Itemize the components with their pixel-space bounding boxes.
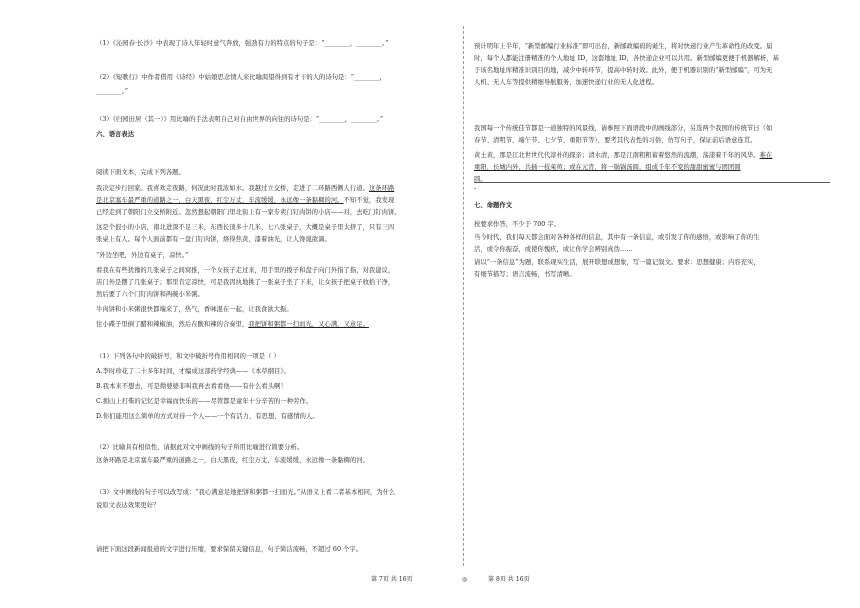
section-6-heading: 六、语言表达 bbox=[96, 131, 135, 138]
festival-question-cont: 春节、清明节、端午节、七夕节、重阳节等），要考其代表性的习俗，仿写句子，保证前后语意连贯。 bbox=[474, 137, 757, 144]
passage-line: 店门外是摆了几张桌子；那里肯定凉快，可是我因执地挑了一张桌子坐了下来，让女孩子把桌子收拾干净， bbox=[96, 279, 395, 286]
passage-line: 是北京塞车最严重的道路之一，白天黑夜，红尘万丈，车流缓缓，永远像一条黏稠的河。不知不觉，我发现 bbox=[96, 197, 395, 204]
essay-prompt: 请以“一条信息”为题，联系现实生活，展开联想或想象，写一篇记叙文。要求：思想健康；内容充实， bbox=[474, 259, 760, 266]
fill-in-question-2-cont: ________。” bbox=[96, 88, 129, 95]
festival-sample: 圆。 bbox=[474, 176, 487, 183]
page-number-left: 第 7页 共 16页 bbox=[371, 576, 413, 583]
essay-prompt: 有细节描写；语言流畅，书写清晰。 bbox=[474, 271, 576, 278]
option-d: D.你们能用这么简单的方式对待一个人——一个有活力、有思想、有感情的人。 bbox=[96, 413, 319, 420]
subquestion-3: （3）文中画线的句子可以改写成：“我心满意足地把饼和粥都一扫而光。”从语义上看二者基本相同，为什么 bbox=[96, 489, 396, 496]
option-c: C.拥山上打柴的记忆是幸福而快乐的——尽管都是童年十分辛苦的一种劳作。 bbox=[96, 398, 313, 405]
compression-question: 请把下面这段新闻报道的文字进行压缩，要求保留关键信息，句子简洁流畅，不超过 60 个字。 bbox=[96, 546, 363, 553]
festival-question: 我国每一个传统佳节都是一道独特的风景线，请参照下面语段中的画线部分，另选两个我国的传统节日（如 bbox=[474, 125, 773, 132]
news-line: 人机、无人车等提供精细导航服务，加速快递行业的无人化进程。 bbox=[474, 79, 659, 86]
passage-line: 然后要了六个门钉肉饼和两碗小米粥。 bbox=[96, 291, 204, 298]
subquestion-1-stem: （1）下列各句中的破折号，和文中破折号作用相同的一项是（ ） bbox=[96, 353, 280, 360]
section-7-heading: 七、命题作文 bbox=[474, 202, 513, 209]
fill-in-question-1: （1）《沁园春·长沙》中表现了诗人年轻时意气奔放，强劲有力的特点的句子是：“________，________。” bbox=[96, 40, 389, 47]
news-line: 于该名地址库精准识别目的地，减少中转环节，提高中转时效。此外，便于机器识别的“新型邮编”，可为无 bbox=[474, 67, 773, 74]
passage-line: 我决定步行回家。我喜欢走夜路，何况此时我浓如水。我越过立交桥，走进了二环路西侧人行道。这条环路 bbox=[96, 185, 395, 192]
option-b: B.我本来不想去，可是拗婆婆非叫我再去看看他——有什么看头啊！ bbox=[96, 383, 287, 390]
fill-in-question-2: （2）《短歌行》中作者借用《诗经》中姑娘思念情人来比喻渴望得到有才干的人的诗句是：“________， bbox=[96, 74, 386, 81]
passage-line: 已经走到了朝阳门立交桥附近。忽然想起朝阳门里北街上有一家专卖门钉肉饼的小店——对，去吃门钉肉饼。 bbox=[96, 209, 401, 216]
news-line: 时，每个人都能注册精准的个人地址 ID，这套地址 ID，各快递企业可以共用。新型邮编更便于机器解析，基 bbox=[474, 55, 779, 62]
passage-line: 看我在有些犹豫的几张桌子之间窝推，一个女孩子走过来，用手里的拨子和盘子向门外指了指，对我建议， bbox=[96, 267, 395, 274]
option-a: A.李时珍花了二十多年时间，才编成这部药学经典——《本草纲目》。 bbox=[96, 368, 290, 375]
passage-line: 这是个很小的小店，南北进深不足三米，东西长顶多十几米，七八张桌子，大概是桌子里太挤了，只有三四 bbox=[96, 224, 395, 231]
passage-line: 张桌上有人。每个人面前都有一盘门钉肉饼，烙得焦黄，漆着油光，让人馋涎欲滴。 bbox=[96, 236, 331, 243]
page-number-right: 第 8页 共 16页 bbox=[488, 576, 530, 583]
passage-line: “外边坐吧，外边有桌子，凉快。” bbox=[96, 252, 189, 259]
fill-in-question-3: （3）《归园田居（其一）》用比喻的手法表明自己对自由世界的向往的诗句是：“________，________。” bbox=[96, 116, 384, 123]
subquestion-3-cont: 说原文表达效果更好？ bbox=[96, 502, 160, 509]
essay-requirement: 按要求作答，不少于 700 字。 bbox=[474, 221, 561, 228]
subquestion-2-sentence: 这条环路是北京塞车最严重的道路之一，白天黑夜，红尘万丈，车流缓缓，永远像一条黏稠的河。 bbox=[96, 457, 369, 464]
news-line: 预计明年上半年，“新型邮编行业标准”即可出台，新邮政编码的诞生，将对快递行业产生革命性的改变。届 bbox=[474, 43, 773, 50]
page-footer bbox=[0, 576, 860, 586]
festival-sample: 黄土黄，那是江北世世代代淳朴的探亲；清水清，那是江南粗粗蓄着悠然的流潮，荡漾着千年的风华。难在 bbox=[474, 152, 773, 159]
passage-line: 往小碟子里倒了醋和辣椒油，然后在酸和辣的合奏里，我把饼和粥都一扫而光，又心满，又意足。 bbox=[96, 321, 369, 328]
festival-sample: 重阳，长城内外，共插一枝茱萸；或在元宵，将一锅锅汤圆，组成千年不变的甜甜蜜蜜与团团圆 bbox=[474, 164, 741, 171]
binding-mark-icon: ◎ bbox=[462, 576, 468, 583]
essay-prompt: 当今时代，我们每天都会面对各种各样的信息，其中有一条信息，或引发了你的感悟，或影响了你的生 bbox=[474, 234, 760, 241]
essay-prompt: 活，或令你振奋，或使你愧疚，或让你学会辨别真伪…… bbox=[474, 246, 633, 253]
passage-line: 牛肉饼和小米粥很快都端来了，热气，香味混在一起，让我食欲大振。 bbox=[96, 306, 293, 313]
reading-instruction: 阅读下面文本，完成下列各题。 bbox=[96, 169, 185, 176]
answer-rule bbox=[474, 182, 830, 183]
answer-mark: - bbox=[474, 185, 477, 193]
subquestion-2: （2）比喻具有相似性，请据此对文中画线的句子所用比喻进行简要分析。 bbox=[96, 444, 304, 451]
page-divider bbox=[463, 26, 464, 566]
